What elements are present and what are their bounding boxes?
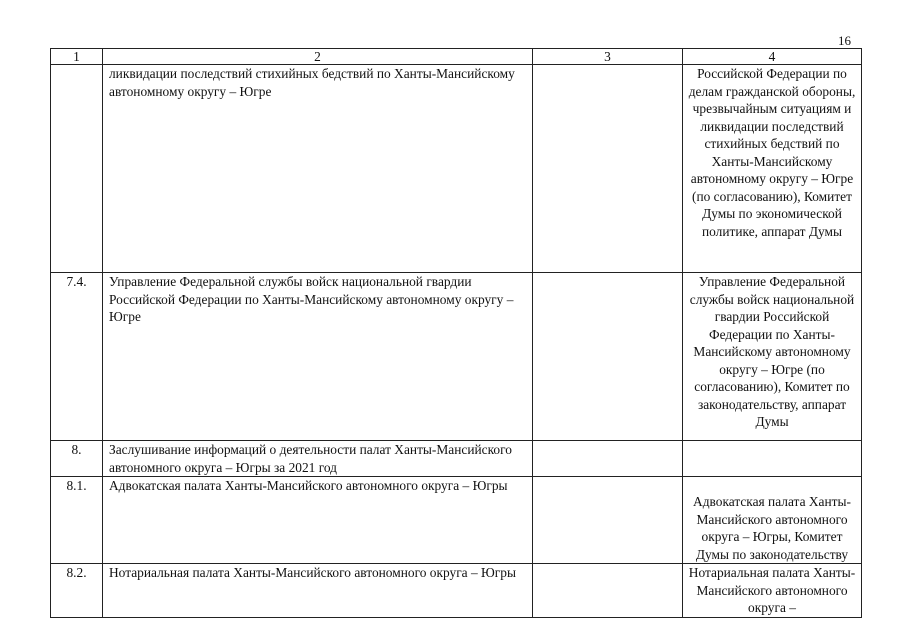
row-description: Адвокатская палата Ханты-Мансийского автономного округа – Югры	[103, 477, 533, 564]
row-deadline	[533, 65, 683, 273]
row-number: 8.1.	[51, 477, 103, 564]
row-description: ликвидации последствий стихийных бедствий по Ханты-Мансийскому автономному округу – Югре	[103, 65, 533, 273]
table-row	[51, 273, 862, 441]
row-deadline	[533, 273, 683, 441]
row-description: Заслушивание информаций о деятельности палат Ханты-Мансийского автономного округа – Югры за 2021 год	[103, 441, 533, 477]
table-row	[51, 65, 862, 273]
column-header-deadline: 3	[533, 49, 683, 65]
row-responsible	[683, 441, 862, 477]
row-responsible: Нотариальная палата Ханты-Мансийского автономного округа –	[683, 564, 862, 618]
row-deadline	[533, 564, 683, 618]
row-deadline	[533, 441, 683, 477]
row-number: 8.2.	[51, 564, 103, 618]
table-row	[51, 441, 862, 477]
page-number: 16	[838, 33, 851, 48]
plan-table	[50, 48, 862, 618]
row-description: Нотариальная палата Ханты-Мансийского автономного округа – Югры	[103, 564, 533, 618]
column-header-description: 2	[103, 49, 533, 65]
column-header-responsible: 4	[683, 49, 862, 65]
table-row	[51, 477, 862, 564]
row-responsible: Российской Федерации по делам гражданской обороны, чрезвычайным ситуациям и ликвидации последствий стихийных бедствий по Ханты-Мансийскому автономному округу – Югре (по согласованию), Комитет Думы по экономической политике, аппарат Думы	[683, 65, 862, 273]
table-header-row	[51, 49, 862, 65]
row-number	[51, 65, 103, 273]
row-number: 8.	[51, 441, 103, 477]
row-responsible: Управление Федеральной службы войск национальной гвардии Российской Федерации по Ханты-Мансийскому автономному округу – Югре (по согласованию), Комитет по законодательству, аппарат Думы	[683, 273, 862, 441]
row-deadline	[533, 477, 683, 564]
table-row	[51, 564, 862, 618]
row-description: Управление Федеральной службы войск национальной гвардии Российской Федерации по Ханты-Мансийскому автономному округу – Югре	[103, 273, 533, 441]
row-responsible: Адвокатская палата Ханты-Мансийского автономного округа – Югры, Комитет Думы по законодательству	[683, 477, 862, 564]
column-header-number: 1	[51, 49, 103, 65]
row-number: 7.4.	[51, 273, 103, 441]
